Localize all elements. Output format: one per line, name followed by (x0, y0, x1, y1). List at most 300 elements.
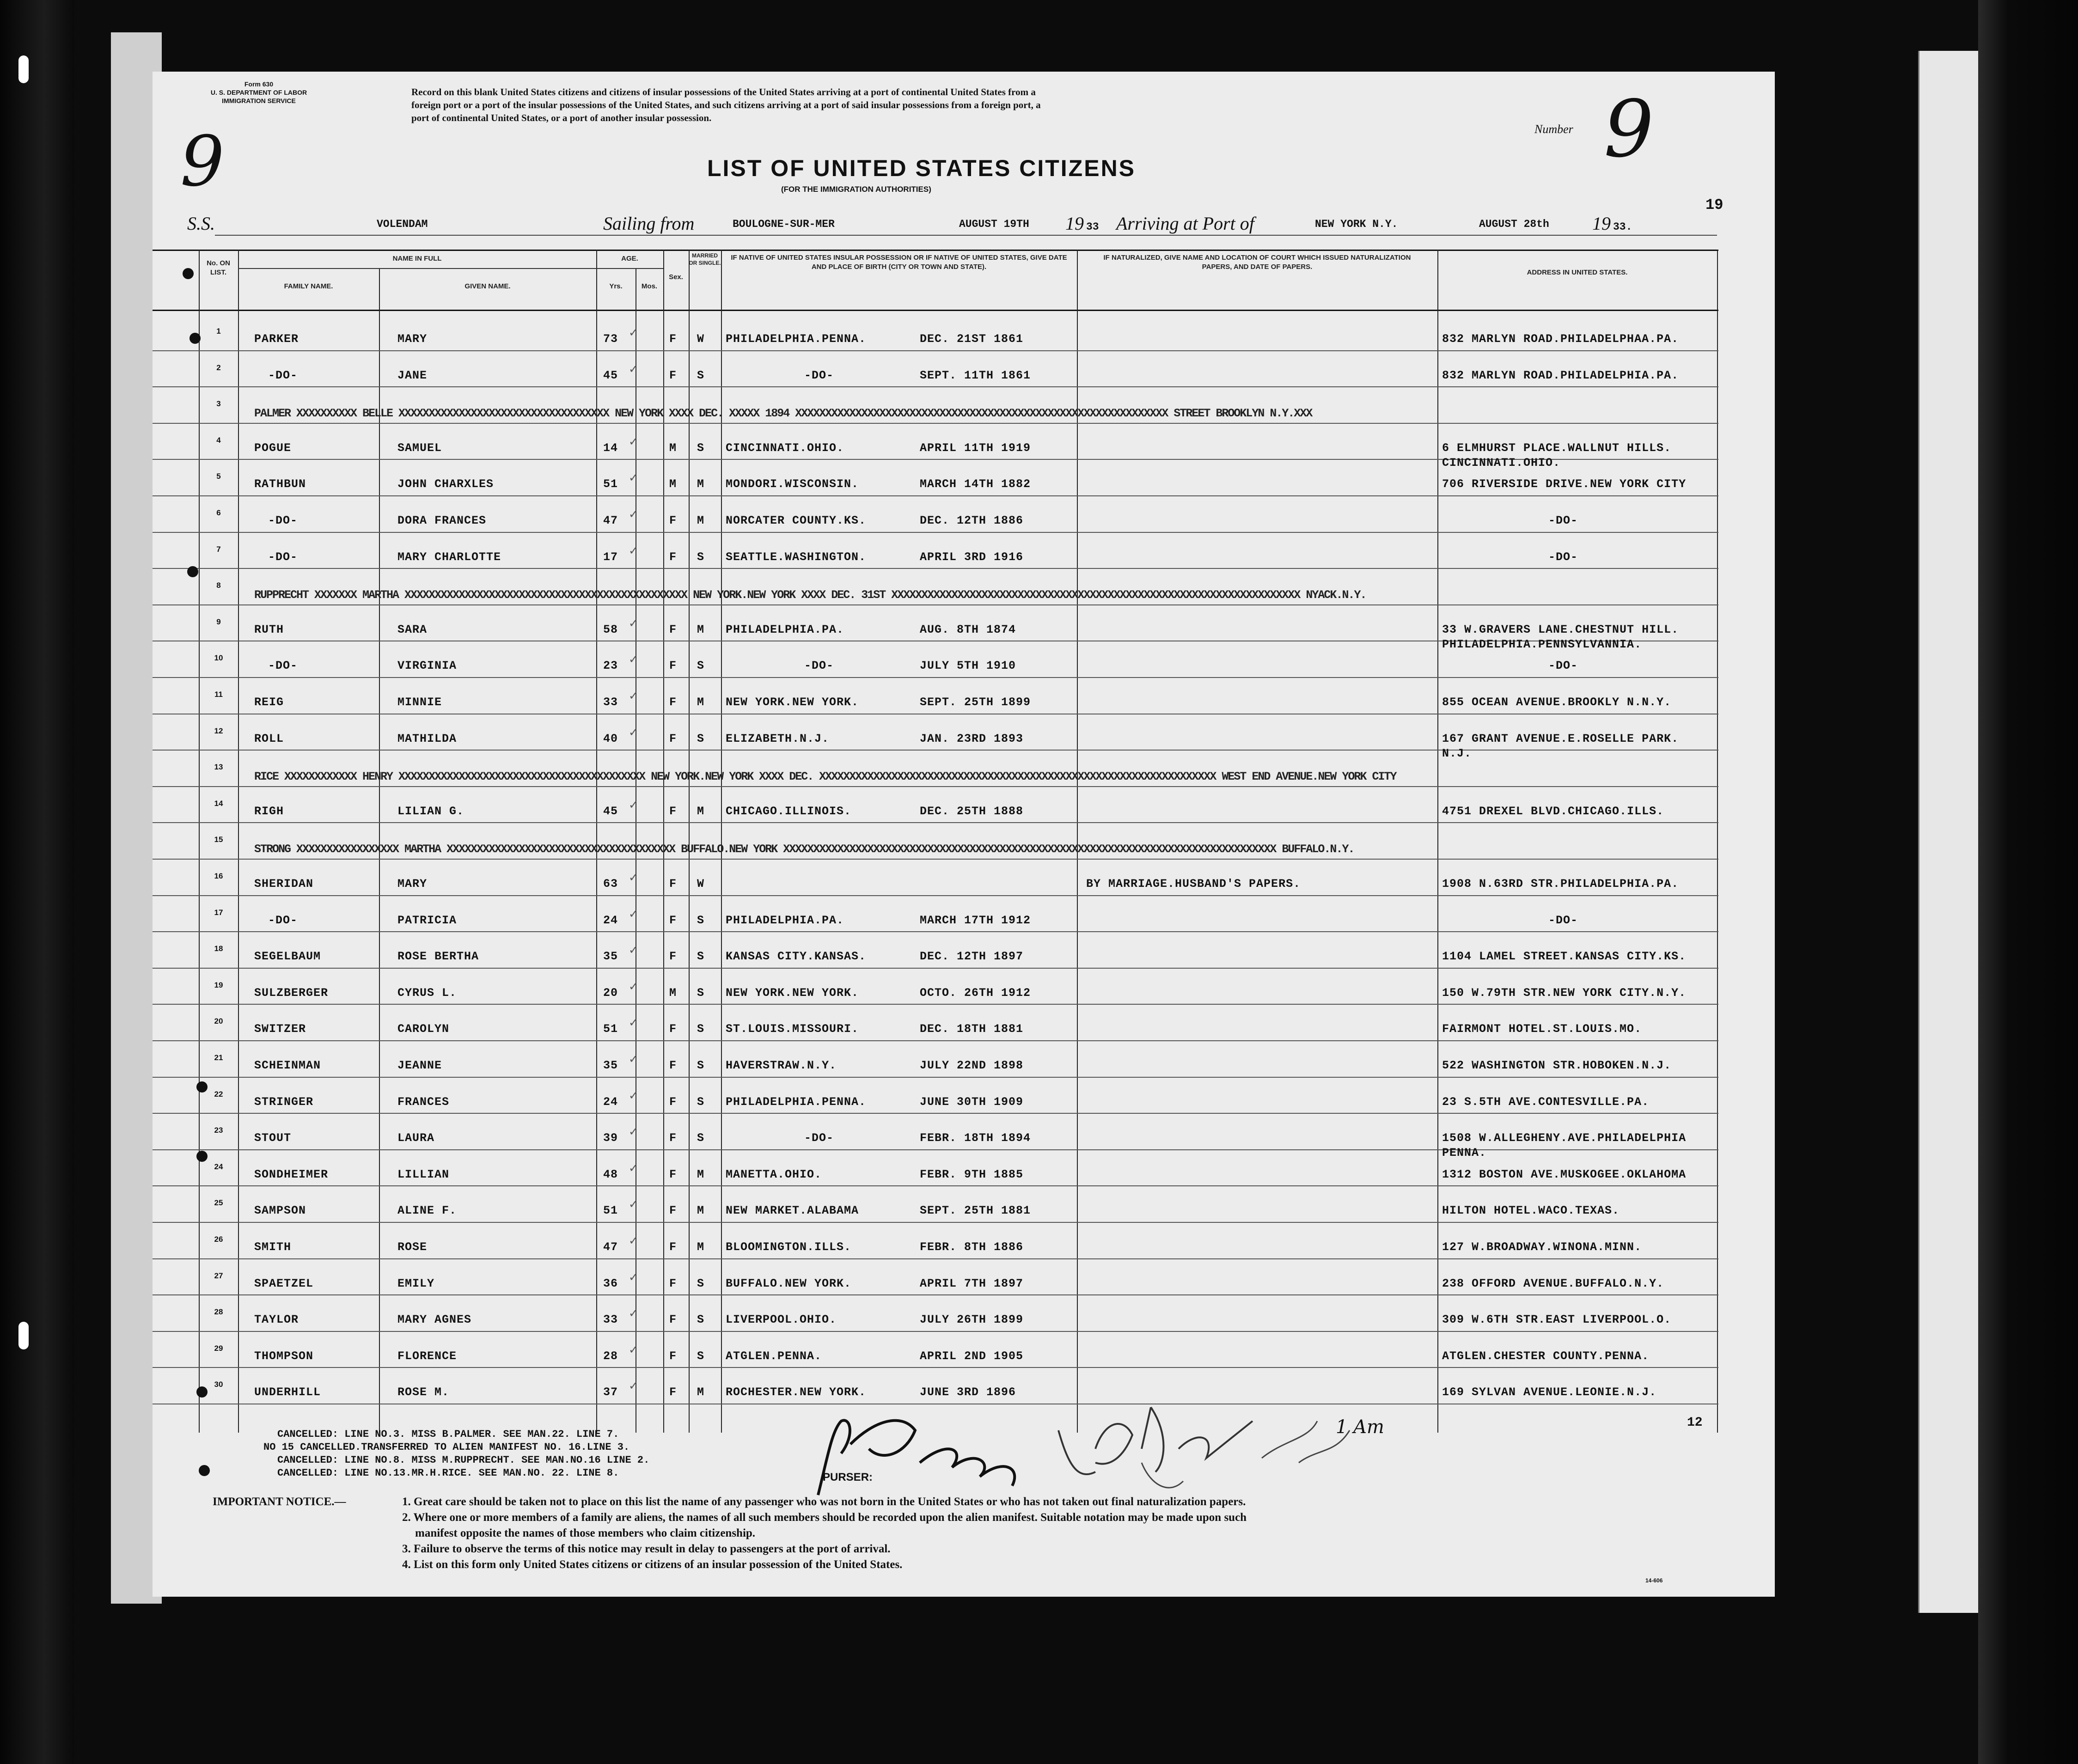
birth-date-cell: DEC. 12TH 1897 (920, 950, 1024, 964)
row-number: 26 (214, 1235, 223, 1244)
sex-cell: F (669, 1313, 677, 1327)
birthplace-cell: NEW YORK.NEW YORK. (726, 986, 859, 1000)
family-name-cell: SPAETZEL (254, 1276, 314, 1290)
row-number: 29 (214, 1343, 223, 1353)
row-number: 4 (216, 435, 221, 445)
row-number: 25 (214, 1198, 223, 1208)
birthplace-cell: PHILADELPHIA.PA. (726, 913, 844, 927)
birthplace-cell: -DO- (804, 1131, 834, 1145)
table-top-rule (153, 250, 1718, 251)
row-number: 14 (214, 799, 223, 808)
birth-date-cell: JAN. 23RD 1893 (920, 732, 1024, 745)
age-cell: 51 (603, 477, 618, 491)
birthplace-cell: MONDORI.WISCONSIN. (726, 477, 859, 491)
family-name-cell: -DO- (268, 550, 298, 564)
page-title: LIST OF UNITED STATES CITIZENS (707, 155, 1136, 181)
check-mark-icon: ✓ (629, 1234, 639, 1247)
birth-date-cell: JULY 22ND 1898 (920, 1059, 1024, 1072)
check-mark-icon: ✓ (629, 507, 639, 521)
birth-date-cell: JULY 26TH 1899 (920, 1313, 1024, 1327)
notice-item: 4. List on this form only United States citizens or citizens of an insular possession of the United States. (402, 1558, 903, 1571)
address-cell: 4751 DREXEL BLVD.CHICAGO.ILLS. (1442, 804, 1664, 818)
marital-status-cell: M (697, 1204, 705, 1218)
sex-cell: F (669, 1386, 677, 1399)
col-divider (596, 250, 597, 1433)
check-mark-icon: ✓ (629, 653, 639, 666)
check-mark-icon: ✓ (629, 434, 639, 448)
header-mos: Mos. (641, 282, 658, 290)
address-cell: -DO- (1548, 514, 1578, 527)
row-rule (153, 1367, 1718, 1368)
row-number: 8 (216, 581, 221, 590)
col-divider (1437, 250, 1438, 1433)
birth-date-cell: APRIL 7TH 1897 (920, 1276, 1024, 1290)
age-cell: 24 (603, 913, 618, 927)
birthplace-cell: PHILADELPHIA.PA. (726, 623, 844, 636)
family-name-cell: STRINGER (254, 1095, 314, 1109)
check-mark-icon: ✓ (629, 1379, 639, 1393)
number-value: 9 (1604, 84, 1654, 175)
birth-date-cell: DEC. 18TH 1881 (920, 1022, 1024, 1036)
check-mark-icon: ✓ (629, 1306, 639, 1320)
marital-status-cell: S (697, 1276, 705, 1290)
cancellation-line: CANCELLED: LINE NO.8. MISS M.RUPPRECHT. SEE MAN.NO.16 LINE 2. (277, 1454, 650, 1466)
check-mark-icon: ✓ (629, 1125, 639, 1139)
instructions (411, 85, 1041, 124)
important-notice-heading: IMPORTANT NOTICE.— (213, 1495, 346, 1508)
family-name-cell: SONDHEIMER (254, 1167, 329, 1181)
birth-date-cell: MARCH 17TH 1912 (920, 913, 1031, 927)
family-name-cell: THOMPSON (254, 1349, 314, 1363)
punch-hole (199, 1465, 210, 1476)
age-cell: 45 (603, 368, 618, 382)
sex-cell: F (669, 1167, 677, 1181)
birth-date-cell: JUNE 3RD 1896 (920, 1386, 1016, 1399)
birthplace-cell: LIVERPOOL.OHIO. (726, 1313, 837, 1327)
given-name-cell: FLORENCE (397, 1349, 457, 1363)
address-cell: 1312 BOSTON AVE.MUSKOGEE.OKLAHOMA (1442, 1167, 1687, 1181)
birthplace-cell: BUFFALO.NEW YORK. (726, 1276, 852, 1290)
sex-cell: F (669, 659, 677, 673)
given-name-cell: EMILY (397, 1276, 435, 1290)
family-name-cell: -DO- (268, 368, 298, 382)
row-rule (153, 350, 1718, 351)
arrive-date: AUGUST 28th (1479, 218, 1549, 230)
address-cell-line2: N.J. (1442, 746, 1472, 760)
ship-name: VOLENDAM (377, 218, 428, 230)
cancellation-line: CANCELLED: LINE NO.13.MR.H.RICE. SEE MAN.NO. 22. LINE 8. (277, 1467, 619, 1479)
check-mark-icon: ✓ (629, 689, 639, 702)
birth-date-cell: DEC. 21ST 1861 (920, 332, 1024, 346)
birth-date-cell: SEPT. 11TH 1861 (920, 368, 1031, 382)
age-cell: 23 (603, 659, 618, 673)
marital-status-cell: S (697, 659, 705, 673)
birth-date-cell: SEPT. 25TH 1881 (920, 1204, 1031, 1218)
row-number: 24 (214, 1162, 223, 1171)
check-mark-icon: ✓ (629, 1270, 639, 1284)
marital-status-cell: S (697, 950, 705, 964)
handwritten-mark: 1 Am (1336, 1416, 1384, 1438)
row-rule (153, 1185, 1718, 1186)
marital-status-cell: S (697, 1022, 705, 1036)
family-name-cell: RUTH (254, 623, 284, 636)
given-name-cell: DORA FRANCES (397, 514, 487, 527)
family-name-cell: -DO- (268, 514, 298, 527)
address-cell: 23 S.5TH AVE.CONTESVILLE.PA. (1442, 1095, 1650, 1109)
row-rule (153, 604, 1718, 605)
header-birth: IF NATIVE OF UNITED STATES INSULAR POSSESSION OR IF NATIVE OF UNITED STATES, GIVE DATE AND PLACE OF BIRTH (CITY OR TOWN AND STATE). (731, 254, 1067, 271)
check-mark-icon: ✓ (629, 543, 639, 557)
address-cell: 309 W.6TH STR.EAST LIVERPOOL.O. (1442, 1313, 1672, 1327)
age-cell: 63 (603, 877, 618, 891)
given-name-cell: MATHILDA (397, 732, 457, 745)
col-divider (1717, 250, 1718, 1433)
notice-item: 1. Great care should be taken not to place on this list the name of any passenger who was not born in the United States or who has not taken out final naturalization papers. (402, 1495, 1246, 1508)
birth-date-cell: OCTO. 26TH 1912 (920, 986, 1031, 1000)
row-number: 28 (214, 1307, 223, 1317)
cancellation-notes (263, 1428, 649, 1480)
row-number: 17 (214, 908, 223, 917)
birthplace-cell: ROCHESTER.NEW YORK. (726, 1386, 867, 1399)
sex-cell: M (669, 477, 677, 491)
col-divider (721, 250, 722, 1433)
birthplace-cell: CHICAGO.ILLINOIS. (726, 804, 852, 818)
family-name-cell: POGUE (254, 441, 292, 455)
birth-date-cell: FEBR. 9TH 1885 (920, 1167, 1024, 1181)
birthplace-cell: BLOOMINGTON.ILLS. (726, 1240, 852, 1254)
address-cell-line2: CINCINNATI.OHIO. (1442, 456, 1561, 470)
sex-cell: F (669, 804, 677, 818)
address-cell: 150 W.79TH STR.NEW YORK CITY.N.Y. (1442, 986, 1687, 1000)
instruction-line: port of continental United States, or a port of another insular possession. (411, 112, 712, 123)
address-cell: 127 W.BROADWAY.WINONA.MINN. (1442, 1240, 1642, 1254)
punch-hole (187, 566, 198, 577)
given-name-cell: CYRUS L. (397, 986, 457, 1000)
col-divider (1077, 250, 1078, 1433)
age-cell: 20 (603, 986, 618, 1000)
cancellation-line: NO 15 CANCELLED.TRANSFERRED TO ALIEN MANIFEST NO. 16.LINE 3. (263, 1441, 630, 1453)
sex-cell: M (669, 986, 677, 1000)
given-name-cell: ROSE M. (397, 1386, 450, 1399)
header-naturalized: IF NATURALIZED, GIVE NAME AND LOCATION OF COURT WHICH ISSUED NATURALIZATION PAPERS, AND DATE OF PAPERS. (1103, 254, 1411, 271)
row-number: 10 (214, 653, 223, 663)
bottom-right-mark: 12 (1687, 1416, 1703, 1430)
number-label: Number (1534, 122, 1573, 136)
check-mark-icon: ✓ (629, 1343, 639, 1356)
binder-ring (18, 1322, 29, 1349)
sex-cell: F (669, 913, 677, 927)
sex-cell: F (669, 623, 677, 636)
birthplace-cell: ELIZABETH.N.J. (726, 732, 830, 745)
check-mark-icon: ✓ (629, 1016, 639, 1030)
header-yrs: Yrs. (609, 282, 623, 290)
marital-status-cell: S (697, 913, 705, 927)
instruction-line: foreign port or a port of the insular possessions of the United States, and such citizens arriving at a port of said insular possessions from a foreign port, a (411, 99, 1041, 110)
given-name-cell: JEANNE (397, 1059, 442, 1072)
notice-item: 2. Where one or more members of a family are aliens, the names of all such members should be recorded upon the alien manifest. Suitable notation may be made upon such (402, 1511, 1247, 1524)
birth-date-cell: MARCH 14TH 1882 (920, 477, 1031, 491)
department: U. S. DEPARTMENT OF LABOR (210, 89, 307, 96)
address-cell-line2: PHILADELPHIA.PENNSYLVANNIA. (1442, 637, 1642, 651)
row-number: 27 (214, 1271, 223, 1280)
row-rule (153, 532, 1718, 533)
sex-cell: F (669, 332, 677, 346)
row-number: 7 (216, 544, 221, 554)
given-name-cell: JANE (397, 368, 428, 382)
check-mark-icon: ✓ (629, 907, 639, 921)
given-name-cell: MARY (397, 877, 428, 891)
birthplace-cell: ATGLEN.PENNA. (726, 1349, 822, 1363)
age-cell: 14 (603, 441, 618, 455)
age-cell: 73 (603, 332, 618, 346)
age-cell: 45 (603, 804, 618, 818)
birthplace-cell: PHILADELPHIA.PENNA. (726, 1095, 867, 1109)
address-cell: ATGLEN.CHESTER COUNTY.PENNA. (1442, 1349, 1650, 1363)
check-mark-icon: ✓ (629, 871, 639, 884)
age-cell: 40 (603, 732, 618, 745)
row-rule (153, 495, 1718, 496)
age-cell: 24 (603, 1095, 618, 1109)
check-mark-icon: ✓ (629, 471, 639, 485)
sex-cell: F (669, 1276, 677, 1290)
check-mark-icon: ✓ (629, 326, 639, 339)
address-cell: 169 SYLVAN AVENUE.LEONIE.N.J. (1442, 1386, 1657, 1399)
address-cell: HILTON HOTEL.WACO.TEXAS. (1442, 1204, 1620, 1218)
address-cell: 1104 LAMEL STREET.KANSAS CITY.KS. (1442, 950, 1687, 964)
age-cell: 17 (603, 550, 618, 564)
marital-status-cell: S (697, 1095, 705, 1109)
row-number: 16 (214, 872, 223, 880)
check-mark-icon: ✓ (629, 943, 639, 957)
row-rule (153, 1004, 1718, 1005)
sailing-underline (215, 235, 1717, 236)
given-name-cell: LILLIAN (397, 1167, 450, 1181)
name-subrule (238, 268, 596, 269)
header-given-name: GIVEN NAME. (464, 282, 511, 290)
sex-cell: F (669, 950, 677, 964)
address-cell: FAIRMONT HOTEL.ST.LOUIS.MO. (1442, 1022, 1642, 1036)
sex-cell: F (669, 1059, 677, 1072)
check-mark-icon: ✓ (629, 798, 639, 812)
birthplace-cell: NEW YORK.NEW YORK. (726, 696, 859, 709)
given-name-cell: SARA (397, 623, 428, 636)
birth-date-cell: SEPT. 25TH 1899 (920, 696, 1031, 709)
family-name-cell: RIGH (254, 804, 284, 818)
marital-status-cell: S (697, 1059, 705, 1072)
page-corner-number: 19 (1705, 196, 1724, 214)
row-rule (153, 786, 1718, 787)
birth-date-cell: JUNE 30TH 1909 (920, 1095, 1024, 1109)
row-rule (153, 1040, 1718, 1041)
given-name-cell: MARY CHARLOTTE (397, 550, 501, 564)
marital-status-cell: S (697, 368, 705, 382)
given-name-cell: SAMUEL (397, 441, 442, 455)
given-name-cell: LILIAN G. (397, 804, 464, 818)
row-number: 23 (214, 1126, 223, 1135)
given-name-cell: ALINE F. (397, 1204, 457, 1218)
row-rule (153, 1222, 1718, 1223)
arrive-year-prefix: 19 (1592, 213, 1611, 234)
given-name-cell: MARY (397, 332, 428, 346)
row-rule (153, 1294, 1718, 1295)
row-number: 18 (214, 944, 223, 953)
marital-status-cell: S (697, 1349, 705, 1363)
sex-cell: F (669, 1349, 677, 1363)
age-cell: 51 (603, 1022, 618, 1036)
header-address: ADDRESS IN UNITED STATES. (1527, 269, 1628, 276)
age-subrule (596, 268, 663, 269)
instruction-line: Record on this blank United States citizens and citizens of insular possessions of the United States arriving at a port of continental United States from a (411, 86, 1036, 98)
age-cell: 28 (603, 1349, 618, 1363)
sailing-line (187, 213, 1722, 240)
check-mark-icon: ✓ (629, 1052, 639, 1066)
row-number: 9 (216, 617, 221, 626)
notice-item: 3. Failure to observe the terms of this notice may result in delay to passengers at the port of arrival. (402, 1543, 891, 1555)
age-cell: 33 (603, 1313, 618, 1327)
given-name-cell: ROSE (397, 1240, 428, 1254)
birth-date-cell: DEC. 25TH 1888 (920, 804, 1024, 818)
check-mark-icon: ✓ (629, 1161, 639, 1175)
birth-date-cell: APRIL 11TH 1919 (920, 441, 1031, 455)
address-cell: -DO- (1548, 550, 1578, 564)
marital-status-cell: M (697, 1167, 705, 1181)
port-from: BOULOGNE-SUR-MER (733, 218, 835, 230)
header-family-name: FAMILY NAME. (284, 282, 333, 290)
given-name-cell: MARY AGNES (397, 1313, 472, 1327)
service: IMMIGRATION SERVICE (222, 97, 296, 104)
age-cell: 37 (603, 1386, 618, 1399)
birthplace-cell: SEATTLE.WASHINGTON. (726, 550, 867, 564)
row-rule (153, 931, 1718, 932)
notice-item: manifest opposite the names of those members who claim citizenship. (415, 1527, 756, 1539)
sex-cell: F (669, 1204, 677, 1218)
row-number: 20 (214, 1017, 223, 1026)
check-mark-icon: ✓ (629, 616, 639, 630)
row-rule (153, 895, 1718, 896)
age-cell: 39 (603, 1131, 618, 1145)
birth-date-cell: APRIL 2ND 1905 (920, 1349, 1024, 1363)
check-mark-icon: ✓ (629, 1197, 639, 1211)
row-number: 6 (216, 508, 221, 517)
row-number: 21 (214, 1053, 223, 1062)
marital-status-cell: M (697, 514, 705, 527)
punch-hole (196, 1081, 208, 1093)
given-name-cell: CAROLYN (397, 1022, 450, 1036)
marital-status-cell: S (697, 732, 705, 745)
birthplace-cell: NORCATER COUNTY.KS. (726, 514, 867, 527)
address-cell: 522 WASHINGTON STR.HOBOKEN.N.J. (1442, 1059, 1672, 1072)
family-name-cell: SAMPSON (254, 1204, 306, 1218)
row-number: 15 (214, 835, 223, 844)
row-rule (153, 568, 1718, 569)
sex-cell: F (669, 1095, 677, 1109)
marital-status-cell: M (697, 696, 705, 709)
depart-date: AUGUST 19TH (959, 218, 1029, 230)
depart-year-prefix: 19 (1065, 213, 1084, 234)
age-cell: 35 (603, 1059, 618, 1072)
marital-status-cell: S (697, 1313, 705, 1327)
naturalization-cell: BY MARRIAGE.HUSBAND'S PAPERS. (1086, 877, 1301, 891)
age-cell: 58 (603, 623, 618, 636)
row-number: 5 (216, 472, 221, 481)
row-rule (153, 859, 1718, 860)
family-name-cell: STOUT (254, 1131, 292, 1145)
row-rule (153, 1331, 1718, 1332)
family-name-cell: -DO- (268, 659, 298, 673)
port-to: NEW YORK N.Y. (1315, 218, 1398, 230)
age-cell: 47 (603, 514, 618, 527)
family-name-cell: REIG (254, 696, 284, 709)
arriving-label: Arriving at Port of (1116, 213, 1254, 234)
page-subtitle: (FOR THE IMMIGRATION AUTHORITIES) (781, 185, 931, 194)
row-number: 3 (216, 399, 221, 409)
birth-date-cell: APRIL 3RD 1916 (920, 550, 1024, 564)
check-mark-icon: ✓ (629, 1088, 639, 1102)
sex-cell: F (669, 368, 677, 382)
marital-status-cell: W (697, 332, 705, 346)
family-name-cell: RATHBUN (254, 477, 306, 491)
given-name-cell: FRANCES (397, 1095, 450, 1109)
col-divider (199, 250, 200, 1433)
header-name-in-full: NAME IN FULL (392, 255, 442, 262)
sex-cell: F (669, 1131, 677, 1145)
family-name-cell: SULZBERGER (254, 986, 329, 1000)
birthplace-cell: KANSAS CITY.KANSAS. (726, 950, 867, 964)
header-age: AGE. (621, 255, 638, 262)
sex-cell: M (669, 441, 677, 455)
punch-hole (183, 268, 194, 279)
given-name-cell: MINNIE (397, 696, 442, 709)
marital-status-cell: W (697, 877, 705, 891)
sex-cell: F (669, 877, 677, 891)
col-divider (238, 250, 239, 1433)
age-cell: 48 (603, 1167, 618, 1181)
cancelled-row: PALMER XXXXXXXXXX BELLE XXXXXXXXXXXXXXXXXXXXXXXXXXXXXXXXXXX NEW YORK XXXX DEC. XXXXX 1894 XXXXXXXXXXXXXXXXXXXXXXXXXXXXXXXXXXXXXXXXXXXXXXXXXXXXXXXXXXXXXX STREET BROOKLYN N.Y.XXX (254, 407, 1312, 421)
sex-cell: F (669, 696, 677, 709)
marital-status-cell: S (697, 441, 705, 455)
punch-hole (196, 1151, 208, 1162)
sex-cell: F (669, 732, 677, 745)
family-name-cell: TAYLOR (254, 1313, 299, 1327)
marital-status-cell: S (697, 550, 705, 564)
sex-cell: F (669, 514, 677, 527)
row-number: 13 (214, 763, 223, 772)
address-cell: 238 OFFORD AVENUE.BUFFALO.N.Y. (1442, 1276, 1664, 1290)
row-rule (153, 423, 1718, 424)
header-married-single: MARRIED OR SINGLE. (689, 252, 721, 266)
address-cell: 6 ELMHURST PLACE.WALLNUT HILLS. (1442, 441, 1672, 455)
given-name-cell: JOHN CHARXLES (397, 477, 494, 491)
address-cell: -DO- (1548, 913, 1578, 927)
family-name-cell: ROLL (254, 732, 284, 745)
row-number: 12 (214, 726, 223, 735)
check-mark-icon: ✓ (629, 979, 639, 993)
birth-date-cell: FEBR. 18TH 1894 (920, 1131, 1031, 1145)
purser-label: PURSER: (823, 1471, 873, 1483)
sex-cell: F (669, 1240, 677, 1254)
important-notice-items (402, 1494, 1247, 1573)
row-number: 2 (216, 363, 221, 372)
birth-date-cell: JULY 5TH 1910 (920, 659, 1016, 673)
row-rule (153, 822, 1718, 823)
birthplace-cell: NEW MARKET.ALABAMA (726, 1204, 859, 1218)
row-rule (153, 1258, 1718, 1259)
arrive-year: 33. (1613, 221, 1632, 233)
binder-left-edge (0, 0, 74, 1764)
sailing-from-label: Sailing from (603, 213, 695, 234)
header-no: No. ON LIST. (207, 259, 230, 276)
birthplace-cell: -DO- (804, 368, 834, 382)
